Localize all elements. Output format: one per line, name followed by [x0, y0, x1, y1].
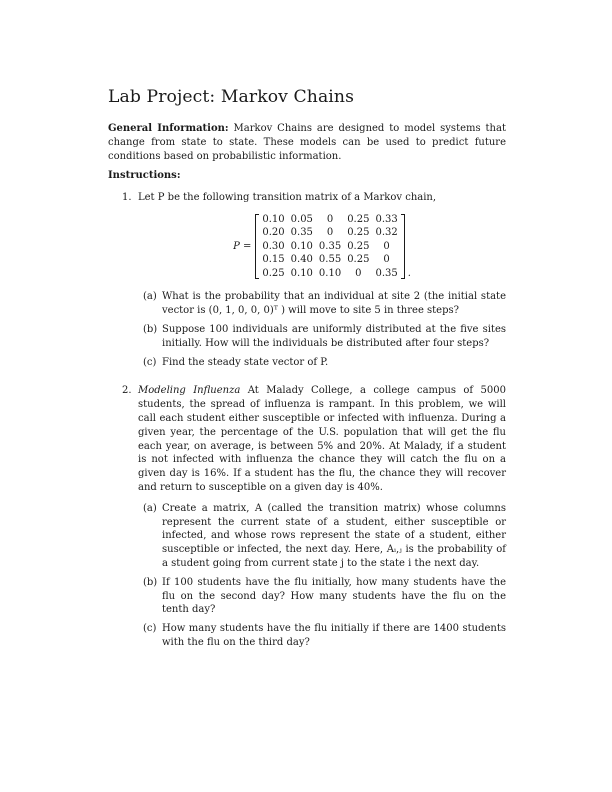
- part-text: Find the steady state vector of P.: [162, 356, 329, 368]
- matrix-table: [259, 213, 400, 281]
- question-2-text: At Malady College, a college campus of 5000 students, the spread of influenza is rampant. In this problem, we will call each student either susceptible or infected with influenza. During a given year, the percentage of the U.S. population that will get the flu each year, on average, is between 5% and 20%. At Malady, if a student is not infected with influenza the chance they will catch the flu on a given day is 16%. If a student has the flu, the chance they will recover and return to susceptible on a given day is 40%.: [138, 385, 506, 494]
- general-information: [108, 122, 506, 163]
- matrix-cell: 0: [326, 213, 334, 225]
- general-information-text: Markov Chains are designed to model systems that change from state to state. These models can be used to predict future conditions based on probabilistic information.: [108, 123, 506, 162]
- page-title: Lab Project: Markov Chains: [108, 87, 354, 107]
- matrix-cell: 0.25: [347, 254, 370, 266]
- document-page: [108, 86, 506, 655]
- matrix-cell: 0.40: [290, 254, 313, 266]
- matrix-cell: 0.25: [347, 213, 370, 225]
- part-label: (a): [143, 502, 157, 514]
- part-text: Suppose 100 individuals are uniformly distributed at the five sites initially. How will the individuals be distributed after four steps?: [162, 324, 506, 349]
- instructions-heading: Instructions:: [108, 170, 181, 182]
- part-text: How many students have the flu initially if there are 1400 students with the flu on the third day?: [162, 623, 506, 649]
- question-2: [108, 384, 506, 649]
- part-label: (c): [143, 356, 157, 368]
- question-1: [108, 191, 506, 369]
- matrix-cell: 0.25: [347, 227, 370, 239]
- matrix-cell: 0.10: [290, 267, 313, 279]
- part-label: (b): [143, 324, 158, 336]
- question-2-number: 2.: [122, 385, 132, 397]
- matrix-label: P =: [233, 240, 252, 252]
- part-text: If 100 students have the flu initially, how many students have the flu on the second day? How many students have the flu on the tenth day?: [162, 576, 506, 616]
- question-1-intro: Let P be the following transition matrix of a Markov chain,: [138, 192, 437, 204]
- matrix-cell: 0.25: [347, 240, 370, 252]
- matrix-cell: 0.35: [318, 240, 342, 252]
- matrix-row: [259, 226, 400, 240]
- part-label: (a): [143, 291, 157, 303]
- matrix-cell: 0: [383, 240, 390, 252]
- matrix-cell: 0.32: [375, 227, 398, 239]
- question-1-part-c: [138, 356, 506, 370]
- matrix-cell: 0.55: [318, 254, 342, 266]
- part-label: (b): [143, 576, 158, 588]
- matrix-cell: 0.35: [375, 267, 398, 279]
- question-1-part-a: [138, 290, 506, 318]
- matrix-row: [259, 253, 400, 267]
- question-2-heading: Modeling Influenza: [138, 385, 241, 397]
- general-information-label: General Information:: [108, 123, 229, 134]
- question-1-part-b: [138, 323, 506, 351]
- matrix-cell: 0.10: [318, 267, 342, 279]
- matrix-cell: 0: [326, 227, 334, 239]
- matrix-cell: 0.15: [262, 254, 285, 266]
- matrix-row: [259, 213, 400, 227]
- matrix-row: [259, 267, 400, 281]
- matrix-brackets: [255, 213, 404, 281]
- matrix-cell: 0.33: [375, 213, 398, 225]
- transition-matrix: [138, 213, 506, 281]
- question-2-part-b: [138, 576, 506, 617]
- question-2-part-a: [138, 502, 506, 571]
- matrix-cell: 0.25: [262, 267, 285, 279]
- part-text: Create a matrix, A (called the transition matrix) whose columns represent the current state of a student, either susceptible or infected, and whose rows represent the state of a student, either susceptible or infected, the next day. Here, Aᵢ,ⱼ is the probability of a student going from current state j to the state i the next day.: [162, 502, 506, 570]
- matrix-cell: 0.20: [262, 227, 285, 239]
- question-2-body: [138, 384, 506, 494]
- part-text: What is the probability that an individual at site 2 (the initial state vector is (0, 1, 0, 0, 0)ᵀ ) will move to site 5 in three steps?: [162, 291, 506, 317]
- matrix-cell: 0: [383, 254, 390, 266]
- matrix-cell: 0.35: [290, 227, 313, 239]
- matrix-cell: 0.05: [290, 213, 313, 225]
- question-1-number: 1.: [122, 192, 132, 204]
- matrix-period: .: [407, 267, 411, 279]
- matrix-cell: 0.10: [262, 213, 285, 225]
- part-label: (c): [143, 623, 157, 635]
- matrix-cell: 0.30: [262, 240, 285, 252]
- question-2-part-c: [138, 622, 506, 650]
- matrix-cell: 0: [355, 267, 362, 279]
- matrix-cell: 0.10: [290, 240, 313, 252]
- matrix-row: [259, 240, 400, 254]
